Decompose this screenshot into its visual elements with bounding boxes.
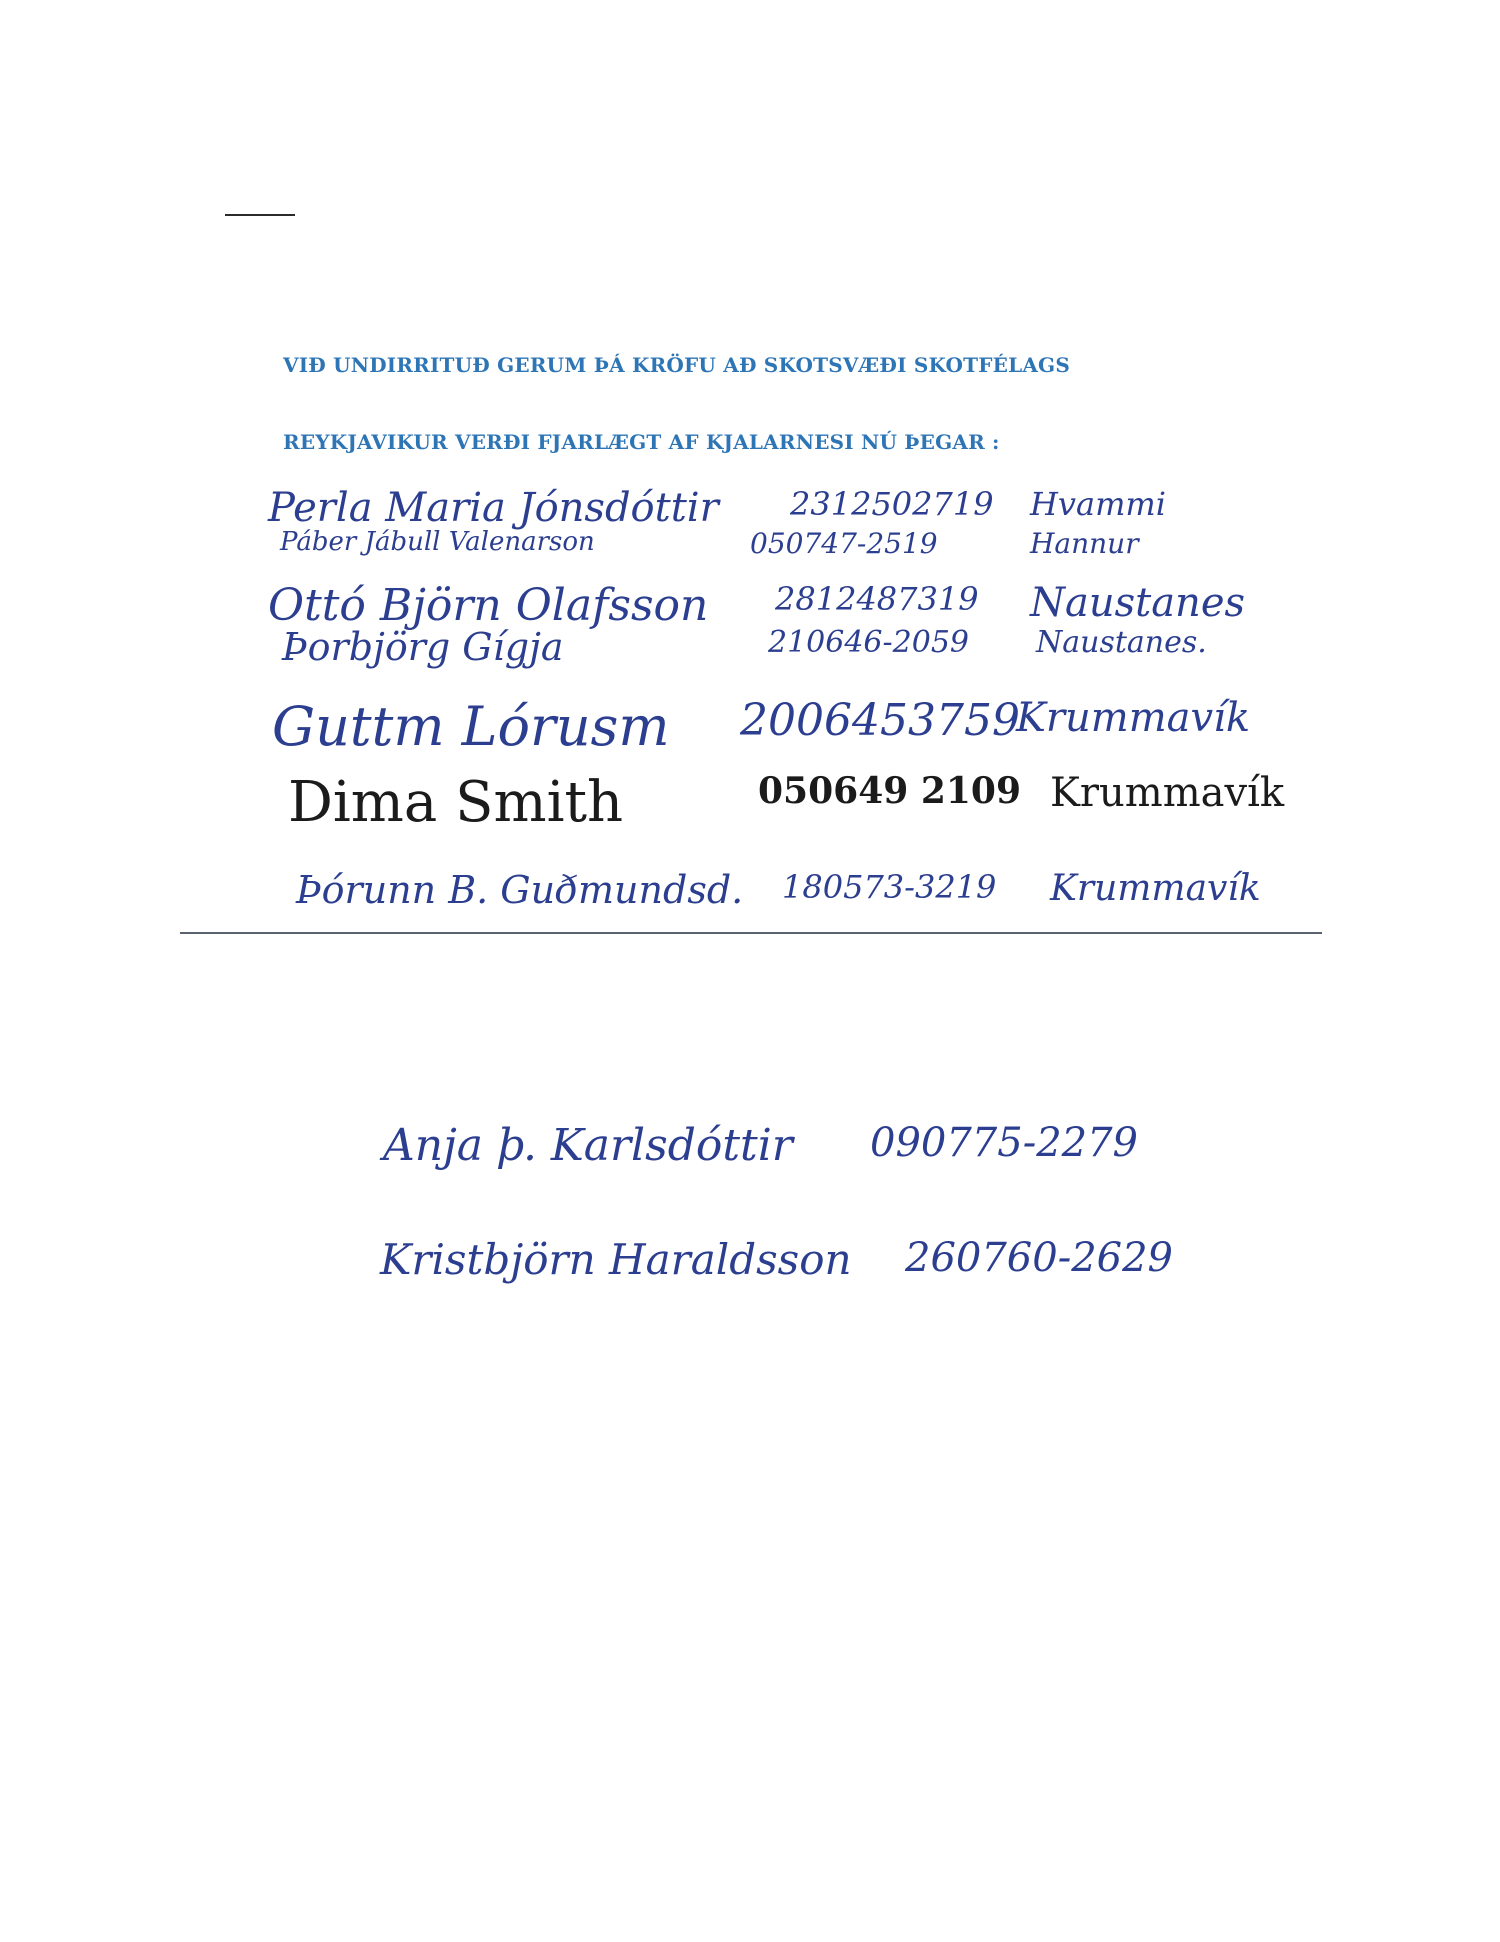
- signature-name: Páber Jábull Valenarson: [280, 527, 595, 557]
- signature-id: 180573-3219: [782, 868, 997, 906]
- heading-line-1: VIÐ UNDIRRITUÐ GERUM ÞÁ KRÖFU AÐ SKOTSVÆÐI SKOTFÉLAGS: [283, 353, 1070, 377]
- signature-place: Krummavík: [1050, 868, 1261, 909]
- signature-place: Naustanes.: [1036, 625, 1207, 660]
- signature-name: Þórunn B. Guðmundsd.: [296, 868, 744, 912]
- signature-place: Hvammi: [1030, 485, 1166, 523]
- signature-id: 2312502719: [790, 485, 994, 523]
- signature-id: 260760-2629: [905, 1235, 1174, 1281]
- signature-id: 050649 2109: [758, 770, 1022, 812]
- signature-id: 090775-2279: [870, 1120, 1139, 1166]
- signature-name: Anja þ. Karlsdóttir: [383, 1120, 793, 1171]
- top-dash-mark: [225, 214, 295, 216]
- signature-place: Naustanes: [1030, 580, 1246, 626]
- signature-id: 210646-2059: [768, 625, 970, 660]
- signature-name: Perla Maria Jónsdóttir: [268, 485, 719, 531]
- signature-name: Dima Smith: [288, 770, 624, 835]
- signature-name: Guttm Lórusm: [272, 695, 670, 758]
- signature-name: Ottó Björn Olafsson: [268, 580, 709, 631]
- signature-place: Krummavík: [1016, 695, 1251, 741]
- horizontal-rule: [180, 932, 1322, 934]
- signature-id: 2006453759: [740, 695, 1020, 746]
- signature-name: Kristbjörn Haraldsson: [380, 1235, 852, 1284]
- signature-name: Þorbjörg Gígja: [282, 625, 564, 669]
- heading-line-2: REYKJAVIKUR VERÐI FJARLÆGT AF KJALARNESI NÚ ÞEGAR :: [283, 430, 1000, 454]
- signature-id: 050747-2519: [750, 527, 938, 560]
- signature-place: Krummavík: [1050, 770, 1285, 816]
- signature-place: Hannur: [1030, 527, 1139, 560]
- signature-id: 2812487319: [775, 580, 979, 618]
